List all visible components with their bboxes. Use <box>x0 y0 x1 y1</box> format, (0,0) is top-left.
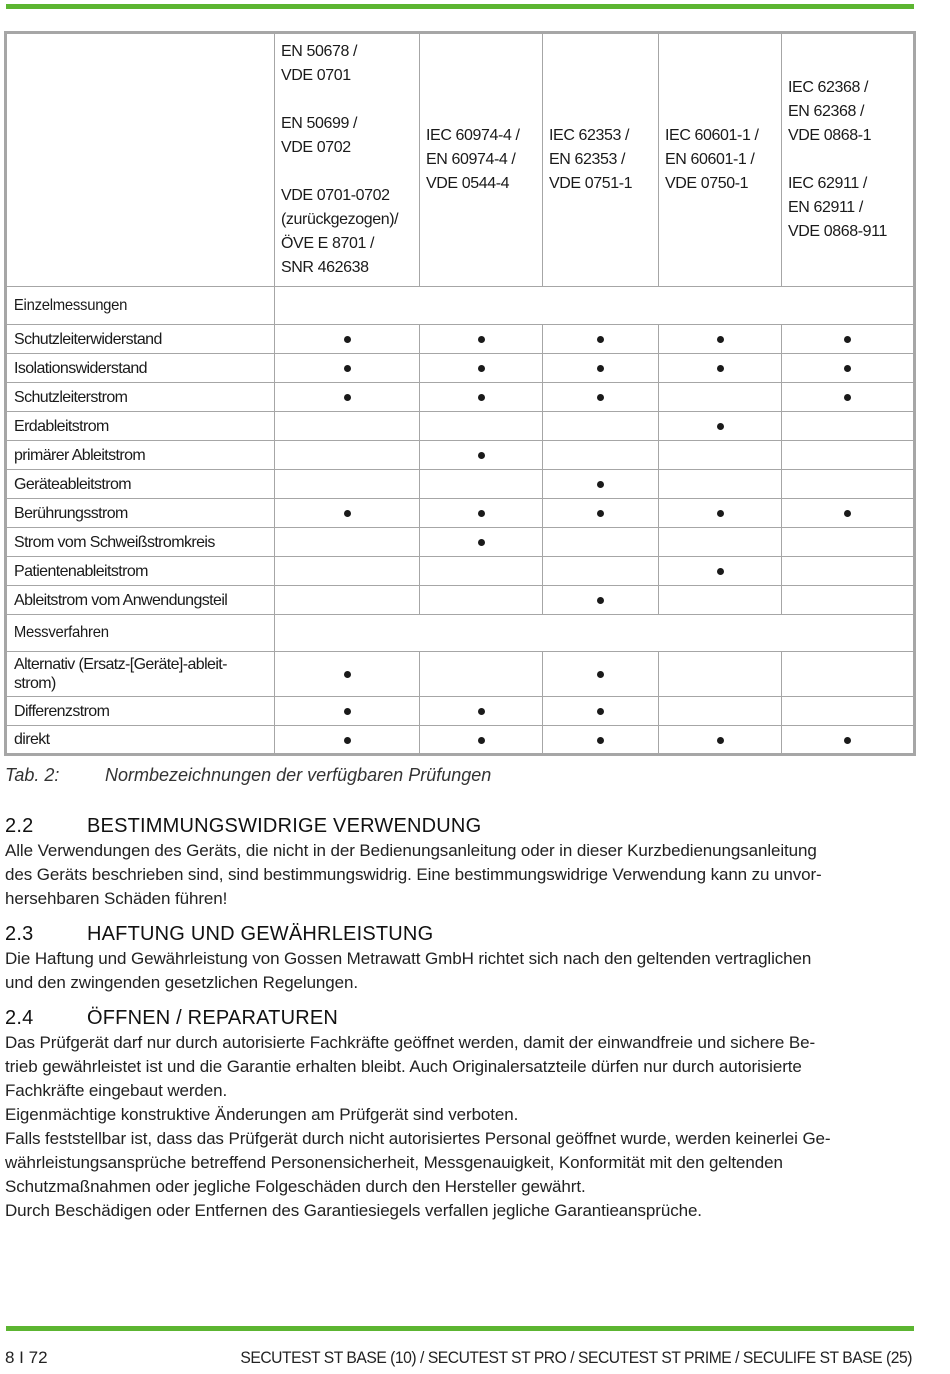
check-cell <box>659 697 782 726</box>
header-line: EN 60974-4 / <box>426 151 516 168</box>
table-caption <box>5 765 491 786</box>
check-cell <box>275 528 420 557</box>
check-cell <box>420 557 543 586</box>
bottom-accent-bar <box>6 1326 914 1331</box>
check-cell <box>275 697 420 726</box>
paragraph-line: Schutzmaßnahmen oder jegliche Folgeschäden durch den Hersteller gewährt. <box>5 1177 586 1196</box>
check-cell <box>659 383 782 412</box>
check-cell <box>275 557 420 586</box>
check-cell <box>782 652 915 697</box>
check-cell <box>659 441 782 470</box>
table-row <box>6 441 915 470</box>
bullet-dot-icon <box>597 336 604 343</box>
section-header-row <box>6 615 915 652</box>
check-cell <box>275 586 420 615</box>
paragraph-line: und den zwingenden gesetzlichen Regelungen. <box>5 973 358 992</box>
bullet-dot-icon <box>344 737 351 744</box>
top-accent-bar <box>6 4 914 9</box>
header-line: IEC 62368 / <box>788 79 869 96</box>
check-cell <box>659 412 782 441</box>
check-cell <box>659 528 782 557</box>
section-title: ÖFFNEN / REPARATUREN <box>87 1007 339 1029</box>
check-cell <box>275 652 420 697</box>
section-body <box>5 839 915 911</box>
paragraph-line: des Geräts beschrieben sind, sind bestimmungswidrig. Eine bestimmungswidrige Verwendung kann zu unvor- <box>5 865 822 884</box>
paragraph-line: Fachkräfte eingebaut werden. <box>5 1081 228 1100</box>
bullet-dot-icon <box>597 737 604 744</box>
check-cell <box>782 499 915 528</box>
paragraph-line: währleistungsansprüche betreffend Personensicherheit, Messgenauigkeit, Konformität mit den geltenden <box>5 1153 783 1172</box>
paragraph-line: Durch Beschädigen oder Entfernen des Garantiesiegels verfallen jegliche Garantieansprüche. <box>5 1201 702 1220</box>
header-line: ÖVE E 8701 / <box>281 235 375 252</box>
bullet-dot-icon <box>844 336 851 343</box>
check-cell <box>782 441 915 470</box>
check-cell <box>782 586 915 615</box>
header-corner-cell <box>6 33 275 287</box>
check-cell <box>659 470 782 499</box>
check-cell <box>543 528 659 557</box>
check-cell <box>782 412 915 441</box>
check-cell <box>420 441 543 470</box>
bullet-dot-icon <box>717 568 724 575</box>
row-label-line: strom) <box>14 675 56 692</box>
row-label: Patientenableitstrom <box>6 557 275 586</box>
check-cell <box>420 528 543 557</box>
check-cell <box>275 499 420 528</box>
paragraph-line: hersehbaren Schäden führen! <box>5 889 228 908</box>
row-label: Ableitstrom vom Anwendungsteil <box>6 586 275 615</box>
section-number: 2.3 <box>5 923 34 945</box>
paragraph <box>5 1031 915 1103</box>
header-spacer <box>281 160 413 184</box>
table-row <box>6 383 915 412</box>
section-label: Einzelmessungen <box>6 287 256 325</box>
header-cell-iec62368 <box>782 33 915 287</box>
header-line: IEC 60601-1 / <box>665 127 759 144</box>
check-cell <box>543 557 659 586</box>
bullet-dot-icon <box>597 365 604 372</box>
paragraph <box>5 947 915 995</box>
check-cell <box>420 470 543 499</box>
check-cell <box>543 726 659 755</box>
bullet-dot-icon <box>344 708 351 715</box>
header-cell-iec60974 <box>420 33 543 287</box>
row-label: Erdableitstrom <box>6 412 275 441</box>
row-label: Berührungsstrom <box>6 499 275 528</box>
bullet-dot-icon <box>344 510 351 517</box>
section-empty-cell <box>275 615 915 652</box>
section-header-row <box>6 287 915 325</box>
page-number: 8 I 72 <box>5 1348 48 1367</box>
section-heading <box>5 921 915 947</box>
paragraph-line: Die Haftung und Gewährleistung von Gossen Metrawatt GmbH richtet sich nach den geltenden vertraglichen <box>5 949 812 968</box>
paragraph <box>5 839 915 911</box>
check-cell <box>782 726 915 755</box>
check-cell <box>543 697 659 726</box>
section-heading <box>5 813 915 839</box>
header-line: VDE 0868-911 <box>788 223 887 240</box>
check-cell <box>275 726 420 755</box>
paragraph-line: Falls feststellbar ist, dass das Prüfgerät durch nicht autorisiertes Personal geöffnet wurde, werden keinerlei Ge- <box>5 1129 831 1148</box>
caption-text: Normbezeichnungen der verfügbaren Prüfungen <box>105 765 492 785</box>
check-cell <box>420 325 543 354</box>
section-body <box>5 947 915 995</box>
row-label <box>6 652 275 697</box>
header-line: VDE 0751-1 <box>549 175 633 192</box>
check-cell <box>543 652 659 697</box>
check-cell <box>782 383 915 412</box>
bullet-dot-icon <box>478 539 485 546</box>
standards-table-body <box>6 33 915 755</box>
check-cell <box>659 354 782 383</box>
bullet-dot-icon <box>597 481 604 488</box>
bullet-dot-icon <box>844 365 851 372</box>
check-cell <box>275 470 420 499</box>
check-cell <box>420 586 543 615</box>
check-cell <box>275 325 420 354</box>
standards-table <box>4 31 916 756</box>
check-cell <box>543 499 659 528</box>
check-cell <box>543 412 659 441</box>
bullet-dot-icon <box>478 708 485 715</box>
paragraph <box>5 1127 915 1199</box>
table-row <box>6 354 915 383</box>
check-cell <box>782 325 915 354</box>
check-cell <box>782 354 915 383</box>
check-cell <box>420 383 543 412</box>
header-line: IEC 62353 / <box>549 127 630 144</box>
section-label: Messverfahren <box>6 615 256 652</box>
bullet-dot-icon <box>844 510 851 517</box>
bullet-dot-icon <box>597 597 604 604</box>
bullet-dot-icon <box>478 394 485 401</box>
section-number: 2.4 <box>5 1007 34 1029</box>
header-line: VDE 0544-4 <box>426 175 510 192</box>
check-cell <box>543 470 659 499</box>
check-cell <box>420 726 543 755</box>
section-body <box>5 1031 915 1223</box>
check-cell <box>659 499 782 528</box>
header-line: IEC 60974-4 / <box>426 127 520 144</box>
check-cell <box>420 652 543 697</box>
header-cell-vde0701 <box>275 33 420 287</box>
bullet-dot-icon <box>597 394 604 401</box>
bullet-dot-icon <box>844 394 851 401</box>
check-cell <box>275 383 420 412</box>
header-line: EN 62368 / <box>788 103 865 120</box>
check-cell <box>659 586 782 615</box>
row-label: Schutzleiterwiderstand <box>6 325 275 354</box>
header-line: VDE 0701 <box>281 67 351 84</box>
bullet-dot-icon <box>717 423 724 430</box>
check-cell <box>782 697 915 726</box>
table-row <box>6 726 915 755</box>
paragraph-line: Das Prüfgerät darf nur durch autorisierte Fachkräfte geöffnet werden, damit der einwandfreie und sichere Be- <box>5 1033 816 1052</box>
check-cell <box>782 557 915 586</box>
header-line: IEC 62911 / <box>788 175 867 192</box>
section-number: 2.2 <box>5 815 34 837</box>
table-row <box>6 528 915 557</box>
header-row <box>6 33 915 287</box>
caption-number: Tab. 2: <box>5 765 60 785</box>
row-label: Differenzstrom <box>6 697 275 726</box>
check-cell <box>782 528 915 557</box>
check-cell <box>275 412 420 441</box>
bullet-dot-icon <box>717 737 724 744</box>
section-title: BESTIMMUNGSWIDRIGE VERWENDUNG <box>87 815 482 837</box>
section-2-4 <box>5 1005 915 1223</box>
header-line: VDE 0701-0702 <box>281 187 390 204</box>
header-cell-iec60601 <box>659 33 782 287</box>
header-line: EN 62353 / <box>549 151 626 168</box>
table-row <box>6 499 915 528</box>
paragraph-line: Eigenmächtige konstruktive Änderungen am Prüfgerät sind verboten. <box>5 1105 519 1124</box>
table-row <box>6 557 915 586</box>
section-empty-cell <box>275 287 915 325</box>
section-2-2 <box>5 813 915 911</box>
row-label: Schutzleiterstrom <box>6 383 275 412</box>
paragraph <box>5 1199 915 1223</box>
bullet-dot-icon <box>478 452 485 459</box>
bullet-dot-icon <box>344 394 351 401</box>
check-cell <box>659 652 782 697</box>
header-line: (zurückgezogen)/ <box>281 211 399 228</box>
bullet-dot-icon <box>478 737 485 744</box>
check-cell <box>420 354 543 383</box>
table-row <box>6 586 915 615</box>
bullet-dot-icon <box>717 510 724 517</box>
paragraph-line: Alle Verwendungen des Geräts, die nicht in der Bedienungsanleitung oder in dieser Kurzbedienungsanleitung <box>5 841 817 860</box>
bullet-dot-icon <box>597 671 604 678</box>
check-cell <box>543 383 659 412</box>
check-cell <box>782 470 915 499</box>
bullet-dot-icon <box>344 671 351 678</box>
check-cell <box>275 441 420 470</box>
bullet-dot-icon <box>844 737 851 744</box>
bullet-dot-icon <box>597 510 604 517</box>
header-line: EN 60601-1 / <box>665 151 755 168</box>
check-cell <box>659 557 782 586</box>
check-cell <box>543 441 659 470</box>
row-label: Strom vom Schweißstromkreis <box>6 528 275 557</box>
section-heading <box>5 1005 915 1031</box>
table-row <box>6 652 915 697</box>
header-line: EN 50699 / <box>281 115 358 132</box>
bullet-dot-icon <box>478 510 485 517</box>
bullet-dot-icon <box>478 365 485 372</box>
row-label: Geräteableitstrom <box>6 470 275 499</box>
bullet-dot-icon <box>478 336 485 343</box>
row-label: direkt <box>6 726 275 755</box>
header-line: EN 50678 / <box>281 43 358 60</box>
table-row <box>6 470 915 499</box>
section-title: HAFTUNG UND GEWÄHRLEISTUNG <box>87 923 434 945</box>
header-spacer <box>281 88 413 112</box>
check-cell <box>543 325 659 354</box>
bullet-dot-icon <box>344 336 351 343</box>
check-cell <box>543 586 659 615</box>
bullet-dot-icon <box>717 365 724 372</box>
bullet-dot-icon <box>344 365 351 372</box>
check-cell <box>420 697 543 726</box>
header-spacer <box>788 148 907 172</box>
check-cell <box>659 726 782 755</box>
product-line: SECUTEST ST BASE (10) / SECUTEST ST PRO / SECUTEST ST PRIME / SECULIFE ST BASE (25) <box>240 1348 912 1367</box>
check-cell <box>420 499 543 528</box>
table-row <box>6 412 915 441</box>
row-label-line: Alternativ (Ersatz-[Geräte]-ableit- <box>14 656 227 673</box>
header-line: VDE 0750-1 <box>665 175 749 192</box>
header-cell-iec62353 <box>543 33 659 287</box>
paragraph-line: trieb gewährleistet ist und die Garantie erhalten bleibt. Auch Originalersatzteile dürfen nur durch autorisierte <box>5 1057 802 1076</box>
table-row <box>6 697 915 726</box>
check-cell <box>420 412 543 441</box>
row-label: Isolationswiderstand <box>6 354 275 383</box>
row-label: primärer Ableitstrom <box>6 441 275 470</box>
section-2-3 <box>5 921 915 995</box>
header-line: VDE 0702 <box>281 139 351 156</box>
paragraph <box>5 1103 915 1127</box>
check-cell <box>275 354 420 383</box>
header-line: VDE 0868-1 <box>788 127 872 144</box>
header-line: SNR 462638 <box>281 259 369 276</box>
table-row <box>6 325 915 354</box>
bullet-dot-icon <box>717 336 724 343</box>
header-line: EN 62911 / <box>788 199 863 216</box>
check-cell <box>659 325 782 354</box>
check-cell <box>543 354 659 383</box>
bullet-dot-icon <box>597 708 604 715</box>
